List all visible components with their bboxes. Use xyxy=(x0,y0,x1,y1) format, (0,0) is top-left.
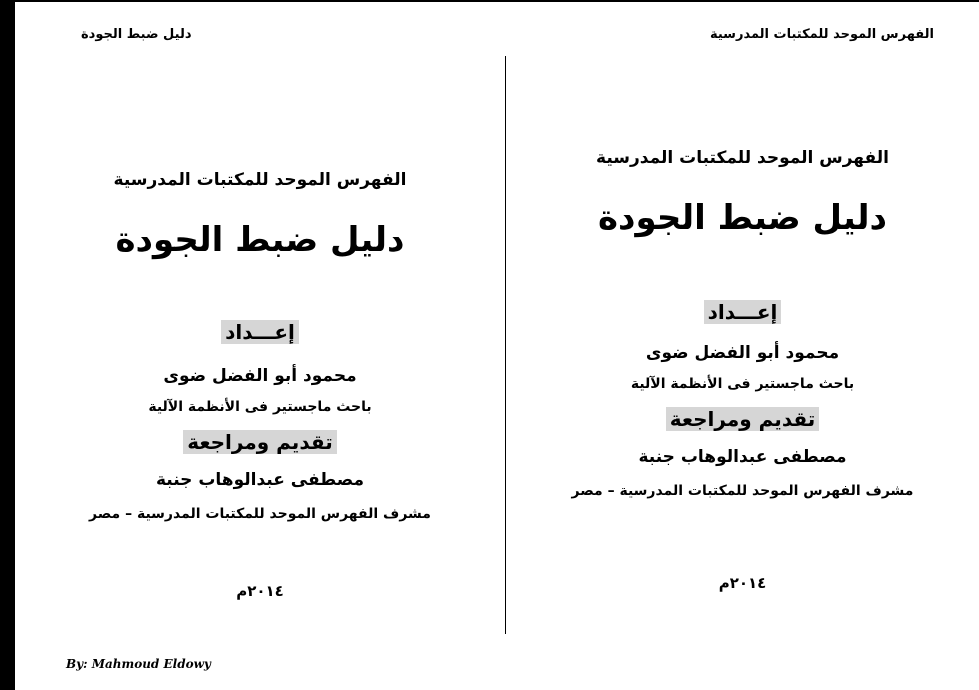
prepared-by-label: إعـــداد xyxy=(506,300,979,324)
left-page xyxy=(15,0,505,690)
book-title: دليل ضبط الجودة xyxy=(597,198,888,238)
publication-year: ٢٠١٤م xyxy=(718,574,767,592)
author-name: محمود أبو الفضل ضوى xyxy=(163,366,357,386)
reviewer-name: مصطفى عبدالوهاب جنبة xyxy=(638,447,847,467)
overtitle: الفهرس الموحد للمكتبات المدرسية xyxy=(113,170,407,190)
reviewer-role: مشرف الفهرس الموحد للمكتبات المدرسية – مصر xyxy=(571,483,914,499)
reviewer-name: مصطفى عبدالوهاب جنبة xyxy=(155,470,365,490)
left-border-bar xyxy=(0,0,15,690)
reviewer-role: مشرف الفهرس الموحد للمكتبات المدرسية – مصر xyxy=(89,506,431,522)
footer-credit: By: Mahmoud Eldowy xyxy=(66,657,211,671)
overtitle: الفهرس الموحد للمكتبات المدرسية xyxy=(596,148,889,168)
running-header: الفهرس الموحد للمكتبات المدرسية xyxy=(709,27,934,42)
running-header: دليل ضبط الجودة xyxy=(81,27,192,42)
author-role: باحث ماجستير فى الأنظمة الآلية xyxy=(148,399,372,415)
book-title: دليل ضبط الجودة xyxy=(115,220,405,260)
prepared-by-label: إعـــداد xyxy=(15,320,505,344)
review-label: تقديم ومراجعة xyxy=(506,407,979,431)
author-name: محمود أبو الفضل ضوى xyxy=(645,343,840,363)
review-label: تقديم ومراجعة xyxy=(15,430,505,454)
author-role: باحث ماجستير فى الأنظمة الآلية xyxy=(630,376,855,392)
publication-year: ٢٠١٤م xyxy=(236,582,284,600)
right-page xyxy=(506,0,979,690)
